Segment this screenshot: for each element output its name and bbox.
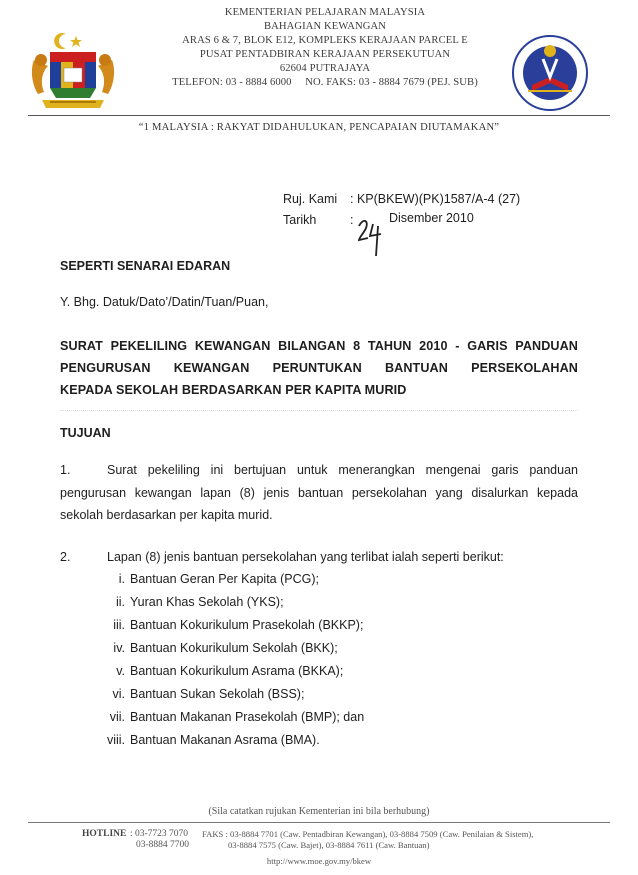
para1-line-2: pengurusan kewangan lapan (8) jenis bantuan persekolahan yang disalurkan kepada (60, 486, 578, 500)
para2-text: Lapan (8) jenis bantuan persekolahan yang terlibat ialah seperti berikut: (107, 550, 504, 564)
hotline-number-1: : 03-7723 7070 (130, 829, 189, 839)
footer-note: (Sila catatkan rujukan Kementerian ini bila berhubung) (208, 806, 430, 817)
title-line-1: SURAT PEKELILING KEWANGAN BILANGAN 8 TAHUN 2010 - GARIS PANDUAN (60, 339, 578, 353)
list-item-number: iv. (113, 641, 125, 655)
list-item: Bantuan Sukan Sekolah (BSS); (130, 687, 305, 701)
list-item: Bantuan Makanan Asrama (BMA). (130, 733, 320, 747)
list-item: Bantuan Makanan Prasekolah (BMP); dan (130, 710, 365, 724)
list-item: Bantuan Kokurikulum Asrama (BKKA); (130, 664, 344, 678)
list-item-number: iii. (113, 618, 125, 632)
moe-logo-icon (510, 33, 590, 113)
para1-number: 1. (60, 463, 71, 477)
header-divider (28, 115, 610, 116)
list-item-number: viii. (106, 733, 125, 747)
website-link[interactable]: http://www.moe.gov.my/bkew (266, 856, 372, 866)
footer-divider (28, 822, 610, 823)
handwritten-day (357, 216, 383, 264)
list-item-number: i. (118, 572, 125, 586)
tarikh-label: Tarikh (283, 213, 317, 227)
list-item: Yuran Khas Sekolah (YKS); (130, 595, 284, 609)
telephone-line: TELEFON: 03 - 8884 6000 NO. FAKS: 03 - 8884 7679 (PEJ. SUB) (172, 77, 478, 88)
para1-line-1: Surat pekeliling ini bertujuan untuk menerangkan mengenai garis panduan (107, 463, 578, 477)
division-name: BAHAGIAN KEWANGAN (263, 21, 387, 32)
tarikh-value: Disember 2010 (389, 211, 474, 225)
faint-divider (60, 410, 578, 411)
list-item-number: v. (116, 664, 125, 678)
ruj-value: : KP(BKEW)(PK)1587/A-4 (27) (350, 192, 521, 206)
address-line-3: 62604 PUTRAJAYA (279, 63, 371, 74)
motto: “1 MALAYSIA : RAKYAT DIDAHULUKAN, PENCAPAIAN DIUTAMAKAN” (138, 122, 500, 133)
list-item: Bantuan Geran Per Kapita (PCG); (130, 572, 319, 586)
section-heading: TUJUAN (60, 426, 111, 440)
list-item: Bantuan Kokurikulum Prasekolah (BKKP); (130, 618, 364, 632)
address-line-1: ARAS 6 & 7, BLOK E12, KOMPLEKS KERAJAAN PARCEL E (182, 35, 468, 46)
tarikh-colon: : (350, 213, 354, 227)
hotline-label: HOTLINE (82, 829, 127, 839)
list-item-number: vii. (109, 710, 125, 724)
list-item-number: ii. (115, 595, 125, 609)
hotline-number-2: 03-8884 7700 (136, 840, 190, 850)
list-item: Bantuan Kokurikulum Sekolah (BKK); (130, 641, 338, 655)
ministry-name: KEMENTERIAN PELAJARAN MALAYSIA (224, 7, 426, 18)
salutation: Y. Bhg. Datuk/Dato’/Datin/Tuan/Puan, (60, 295, 269, 309)
title-line-3: KEPADA SEKOLAH BERDASARKAN PER KAPITA MURID (60, 383, 407, 397)
para1-line-3: sekolah berdasarkan per kapita murid. (60, 508, 273, 522)
fax-line-2: 03-8884 7575 (Caw. Bajet), 03-8884 7611 (Caw. Bantuan) (228, 840, 430, 850)
title-line-2: PENGURUSAN KEWANGAN PERUNTUKAN BANTUAN PERSEKOLAHAN (60, 361, 578, 375)
recipient: SEPERTI SENARAI EDARAN (60, 259, 231, 273)
ruj-label: Ruj. Kami (283, 192, 338, 206)
fax-line-1: FAKS : 03-8884 7701 (Caw. Pentadbiran Kewangan), 03-8884 7509 (Caw. Penilaian & Sistem), (202, 829, 534, 839)
address-line-2: PUSAT PENTADBIRAN KERAJAAN PERSEKUTUAN (199, 49, 451, 60)
malaysia-coat-of-arms-icon (28, 30, 118, 115)
list-item-number: vi. (112, 687, 125, 701)
para2-number: 2. (60, 550, 71, 564)
